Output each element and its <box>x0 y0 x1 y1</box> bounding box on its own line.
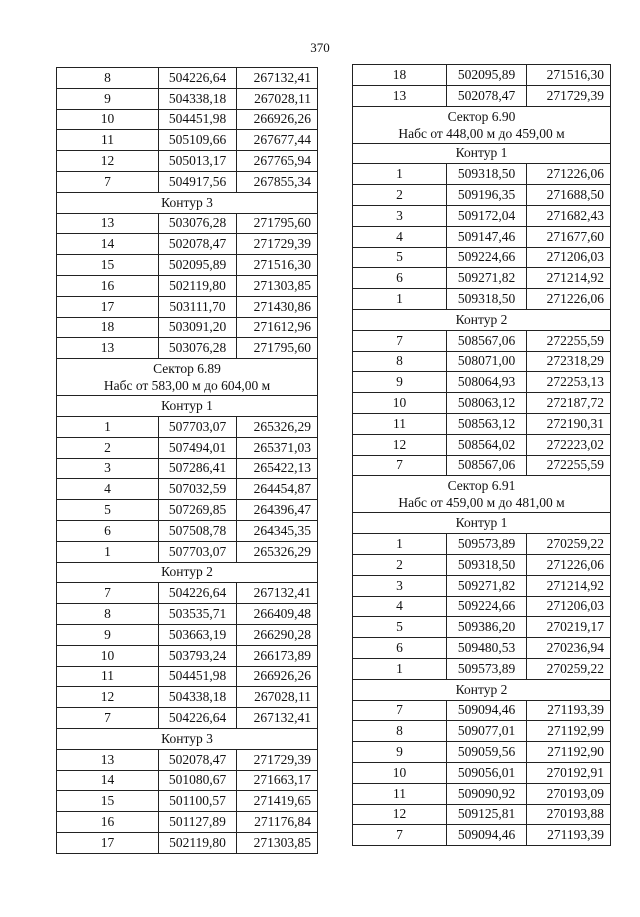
table-row <box>353 330 611 351</box>
point-number-cell: 9 <box>57 88 159 109</box>
table-row <box>353 85 611 106</box>
x-coordinate-cell: 502095,89 <box>159 255 237 276</box>
y-coordinate-cell: 266290,28 <box>237 624 318 645</box>
table-row <box>353 268 611 289</box>
point-number-cell: 11 <box>353 413 447 434</box>
x-coordinate-cell: 509147,46 <box>447 226 527 247</box>
point-number-cell: 7 <box>353 700 447 721</box>
table-row <box>353 164 611 185</box>
table-row <box>353 455 611 476</box>
table-row <box>353 413 611 434</box>
x-coordinate-cell: 509196,35 <box>447 185 527 206</box>
point-number-cell: 17 <box>57 832 159 853</box>
table-row <box>353 638 611 659</box>
y-coordinate-cell: 271688,50 <box>527 185 611 206</box>
coordinates-table-left <box>56 67 318 854</box>
contour-header-row <box>353 309 611 330</box>
table-row <box>57 109 318 130</box>
table-row <box>57 213 318 234</box>
point-number-cell: 7 <box>57 583 159 604</box>
table-row <box>353 742 611 763</box>
y-coordinate-cell: 267765,94 <box>237 151 318 172</box>
table-row <box>353 825 611 846</box>
x-coordinate-cell: 507032,59 <box>159 479 237 500</box>
table-row <box>353 804 611 825</box>
x-coordinate-cell: 504451,98 <box>159 109 237 130</box>
table-row <box>353 534 611 555</box>
point-number-cell: 9 <box>353 372 447 393</box>
table-row <box>57 234 318 255</box>
y-coordinate-cell: 271795,60 <box>237 338 318 359</box>
x-coordinate-cell: 503663,19 <box>159 624 237 645</box>
table-row <box>57 296 318 317</box>
y-coordinate-cell: 270259,22 <box>527 534 611 555</box>
y-coordinate-cell: 272318,29 <box>527 351 611 372</box>
x-coordinate-cell: 502078,47 <box>159 749 237 770</box>
x-coordinate-cell: 508563,12 <box>447 413 527 434</box>
table-row <box>57 645 318 666</box>
contour-header-row <box>353 143 611 164</box>
table-row <box>353 658 611 679</box>
point-number-cell: 6 <box>353 268 447 289</box>
x-coordinate-cell: 502078,47 <box>159 234 237 255</box>
y-coordinate-cell: 270193,09 <box>527 783 611 804</box>
point-number-cell: 4 <box>353 596 447 617</box>
sector-elevation-range: Набс от 448,00 м до 459,00 м <box>398 125 565 141</box>
point-number-cell: 2 <box>353 185 447 206</box>
point-number-cell: 10 <box>57 645 159 666</box>
table-row <box>57 317 318 338</box>
point-number-cell: 11 <box>353 783 447 804</box>
table-row <box>57 770 318 791</box>
x-coordinate-cell: 509125,81 <box>447 804 527 825</box>
x-coordinate-cell: 504226,64 <box>159 583 237 604</box>
x-coordinate-cell: 509094,46 <box>447 700 527 721</box>
x-coordinate-cell: 509318,50 <box>447 289 527 310</box>
y-coordinate-cell: 271677,60 <box>527 226 611 247</box>
table-row <box>57 791 318 812</box>
y-coordinate-cell: 271214,92 <box>527 268 611 289</box>
point-number-cell: 15 <box>57 791 159 812</box>
y-coordinate-cell: 271612,96 <box>237 317 318 338</box>
point-number-cell: 13 <box>57 338 159 359</box>
table-row <box>353 596 611 617</box>
y-coordinate-cell: 266409,48 <box>237 604 318 625</box>
y-coordinate-cell: 266173,89 <box>237 645 318 666</box>
y-coordinate-cell: 272187,72 <box>527 393 611 414</box>
table-row <box>57 130 318 151</box>
point-number-cell: 4 <box>353 226 447 247</box>
y-coordinate-cell: 270219,17 <box>527 617 611 638</box>
coordinates-table-right <box>352 64 611 846</box>
y-coordinate-cell: 267132,41 <box>237 583 318 604</box>
point-number-cell: 9 <box>353 742 447 763</box>
table-row <box>353 351 611 372</box>
x-coordinate-cell: 502119,80 <box>159 832 237 853</box>
table-row <box>57 812 318 833</box>
x-coordinate-cell: 501080,67 <box>159 770 237 791</box>
x-coordinate-cell: 503535,71 <box>159 604 237 625</box>
table-row <box>353 289 611 310</box>
x-coordinate-cell: 503111,70 <box>159 296 237 317</box>
y-coordinate-cell: 271303,85 <box>237 832 318 853</box>
y-coordinate-cell: 271226,06 <box>527 289 611 310</box>
x-coordinate-cell: 509573,89 <box>447 534 527 555</box>
x-coordinate-cell: 505013,17 <box>159 151 237 172</box>
x-coordinate-cell: 507508,78 <box>159 520 237 541</box>
x-coordinate-cell: 509224,66 <box>447 596 527 617</box>
y-coordinate-cell: 272223,02 <box>527 434 611 455</box>
table-row <box>353 783 611 804</box>
point-number-cell: 12 <box>57 151 159 172</box>
contour-label: Контур 3 <box>57 728 318 749</box>
contour-header-row <box>57 192 318 213</box>
table-row <box>57 708 318 729</box>
contour-label: Контур 2 <box>57 562 318 583</box>
contour-header-row <box>353 679 611 700</box>
x-coordinate-cell: 508567,06 <box>447 330 527 351</box>
x-coordinate-cell: 509172,04 <box>447 205 527 226</box>
y-coordinate-cell: 271303,85 <box>237 275 318 296</box>
table-row <box>57 255 318 276</box>
y-coordinate-cell: 265326,29 <box>237 416 318 437</box>
table-row <box>353 205 611 226</box>
x-coordinate-cell: 503076,28 <box>159 213 237 234</box>
point-number-cell: 7 <box>353 825 447 846</box>
x-coordinate-cell: 509480,53 <box>447 638 527 659</box>
x-coordinate-cell: 504226,64 <box>159 68 237 89</box>
y-coordinate-cell: 270192,91 <box>527 762 611 783</box>
point-number-cell: 1 <box>57 541 159 562</box>
x-coordinate-cell: 502119,80 <box>159 275 237 296</box>
x-coordinate-cell: 509386,20 <box>447 617 527 638</box>
y-coordinate-cell: 271516,30 <box>527 65 611 86</box>
y-coordinate-cell: 265326,29 <box>237 541 318 562</box>
y-coordinate-cell: 272253,13 <box>527 372 611 393</box>
point-number-cell: 6 <box>57 520 159 541</box>
y-coordinate-cell: 270193,88 <box>527 804 611 825</box>
y-coordinate-cell: 271214,92 <box>527 575 611 596</box>
sector-header-row <box>353 476 611 513</box>
table-row <box>353 554 611 575</box>
y-coordinate-cell: 264396,47 <box>237 500 318 521</box>
table-row <box>353 247 611 268</box>
table-row <box>57 171 318 192</box>
y-coordinate-cell: 271226,06 <box>527 554 611 575</box>
y-coordinate-cell: 271682,43 <box>527 205 611 226</box>
y-coordinate-cell: 266926,26 <box>237 109 318 130</box>
x-coordinate-cell: 504451,98 <box>159 666 237 687</box>
sector-title: Сектор 6.90 <box>447 108 516 124</box>
y-coordinate-cell: 267028,11 <box>237 88 318 109</box>
point-number-cell: 5 <box>353 247 447 268</box>
y-coordinate-cell: 271729,39 <box>527 85 611 106</box>
y-coordinate-cell: 272255,59 <box>527 330 611 351</box>
table-row <box>57 666 318 687</box>
point-number-cell: 9 <box>57 624 159 645</box>
contour-header-row <box>57 562 318 583</box>
y-coordinate-cell: 271176,84 <box>237 812 318 833</box>
point-number-cell: 7 <box>353 455 447 476</box>
y-coordinate-cell: 271206,03 <box>527 596 611 617</box>
point-number-cell: 5 <box>57 500 159 521</box>
y-coordinate-cell: 272190,31 <box>527 413 611 434</box>
table-row <box>57 88 318 109</box>
point-number-cell: 1 <box>57 416 159 437</box>
table-row <box>57 541 318 562</box>
x-coordinate-cell: 509318,50 <box>447 164 527 185</box>
x-coordinate-cell: 507269,85 <box>159 500 237 521</box>
table-row <box>57 583 318 604</box>
x-coordinate-cell: 509573,89 <box>447 658 527 679</box>
point-number-cell: 11 <box>57 130 159 151</box>
point-number-cell: 1 <box>353 289 447 310</box>
y-coordinate-cell: 271729,39 <box>237 749 318 770</box>
y-coordinate-cell: 266926,26 <box>237 666 318 687</box>
x-coordinate-cell: 503091,20 <box>159 317 237 338</box>
x-coordinate-cell: 503076,28 <box>159 338 237 359</box>
y-coordinate-cell: 271226,06 <box>527 164 611 185</box>
table-row <box>57 68 318 89</box>
point-number-cell: 13 <box>353 85 447 106</box>
x-coordinate-cell: 508071,00 <box>447 351 527 372</box>
x-coordinate-cell: 505109,66 <box>159 130 237 151</box>
contour-header-row <box>353 513 611 534</box>
point-number-cell: 7 <box>57 171 159 192</box>
x-coordinate-cell: 508564,02 <box>447 434 527 455</box>
point-number-cell: 16 <box>57 275 159 296</box>
y-coordinate-cell: 271193,39 <box>527 825 611 846</box>
x-coordinate-cell: 504226,64 <box>159 708 237 729</box>
x-coordinate-cell: 509059,56 <box>447 742 527 763</box>
x-coordinate-cell: 509077,01 <box>447 721 527 742</box>
contour-label: Контур 1 <box>353 513 611 534</box>
table-row <box>57 520 318 541</box>
x-coordinate-cell: 509318,50 <box>447 554 527 575</box>
table-row <box>353 721 611 742</box>
sector-header-cell <box>353 476 611 513</box>
x-coordinate-cell: 508063,12 <box>447 393 527 414</box>
point-number-cell: 1 <box>353 658 447 679</box>
sector-title: Сектор 6.91 <box>447 478 516 494</box>
y-coordinate-cell: 271729,39 <box>237 234 318 255</box>
point-number-cell: 1 <box>353 164 447 185</box>
contour-label: Контур 1 <box>353 143 611 164</box>
sector-header-row <box>353 106 611 143</box>
table-row <box>353 700 611 721</box>
y-coordinate-cell: 267677,44 <box>237 130 318 151</box>
x-coordinate-cell: 509224,66 <box>447 247 527 268</box>
contour-label: Контур 1 <box>57 396 318 417</box>
point-number-cell: 12 <box>353 804 447 825</box>
x-coordinate-cell: 501100,57 <box>159 791 237 812</box>
table-row <box>57 687 318 708</box>
point-number-cell: 12 <box>57 687 159 708</box>
point-number-cell: 8 <box>353 351 447 372</box>
x-coordinate-cell: 504338,18 <box>159 88 237 109</box>
table-row <box>57 275 318 296</box>
y-coordinate-cell: 271516,30 <box>237 255 318 276</box>
x-coordinate-cell: 507703,07 <box>159 416 237 437</box>
sector-elevation-range: Набс от 459,00 м до 481,00 м <box>398 495 565 511</box>
point-number-cell: 3 <box>353 575 447 596</box>
point-number-cell: 10 <box>353 393 447 414</box>
y-coordinate-cell: 271419,65 <box>237 791 318 812</box>
x-coordinate-cell: 504338,18 <box>159 687 237 708</box>
x-coordinate-cell: 509271,82 <box>447 575 527 596</box>
point-number-cell: 8 <box>57 604 159 625</box>
x-coordinate-cell: 507286,41 <box>159 458 237 479</box>
x-coordinate-cell: 509271,82 <box>447 268 527 289</box>
x-coordinate-cell: 504917,56 <box>159 171 237 192</box>
y-coordinate-cell: 265422,13 <box>237 458 318 479</box>
point-number-cell: 2 <box>353 554 447 575</box>
y-coordinate-cell: 271206,03 <box>527 247 611 268</box>
point-number-cell: 18 <box>353 65 447 86</box>
table-row <box>57 500 318 521</box>
y-coordinate-cell: 267028,11 <box>237 687 318 708</box>
y-coordinate-cell: 272255,59 <box>527 455 611 476</box>
page-number: 370 <box>310 40 330 55</box>
y-coordinate-cell: 264454,87 <box>237 479 318 500</box>
contour-header-row <box>57 396 318 417</box>
point-number-cell: 17 <box>57 296 159 317</box>
y-coordinate-cell: 265371,03 <box>237 437 318 458</box>
point-number-cell: 13 <box>57 213 159 234</box>
table-row <box>57 151 318 172</box>
point-number-cell: 10 <box>57 109 159 130</box>
point-number-cell: 14 <box>57 770 159 791</box>
contour-label: Контур 2 <box>353 309 611 330</box>
contour-header-row <box>57 728 318 749</box>
table-row <box>353 185 611 206</box>
point-number-cell: 18 <box>57 317 159 338</box>
contour-label: Контур 3 <box>57 192 318 213</box>
point-number-cell: 14 <box>57 234 159 255</box>
x-coordinate-cell: 502078,47 <box>447 85 527 106</box>
table-row <box>57 604 318 625</box>
point-number-cell: 3 <box>57 458 159 479</box>
table-row <box>353 617 611 638</box>
point-number-cell: 10 <box>353 762 447 783</box>
x-coordinate-cell: 501127,89 <box>159 812 237 833</box>
table-row <box>353 372 611 393</box>
y-coordinate-cell: 267855,34 <box>237 171 318 192</box>
point-number-cell: 7 <box>57 708 159 729</box>
sector-title: Сектор 6.89 <box>153 361 221 377</box>
y-coordinate-cell: 271192,90 <box>527 742 611 763</box>
point-number-cell: 8 <box>353 721 447 742</box>
point-number-cell: 7 <box>353 330 447 351</box>
x-coordinate-cell: 509094,46 <box>447 825 527 846</box>
x-coordinate-cell: 507494,01 <box>159 437 237 458</box>
sector-header-row <box>57 359 318 396</box>
y-coordinate-cell: 271193,39 <box>527 700 611 721</box>
y-coordinate-cell: 264345,35 <box>237 520 318 541</box>
y-coordinate-cell: 270259,22 <box>527 658 611 679</box>
point-number-cell: 1 <box>353 534 447 555</box>
x-coordinate-cell: 509056,01 <box>447 762 527 783</box>
x-coordinate-cell: 508567,06 <box>447 455 527 476</box>
sector-header-cell <box>57 359 318 396</box>
point-number-cell: 13 <box>57 749 159 770</box>
table-row <box>353 393 611 414</box>
point-number-cell: 6 <box>353 638 447 659</box>
point-number-cell: 12 <box>353 434 447 455</box>
y-coordinate-cell: 267132,41 <box>237 708 318 729</box>
table-row <box>353 226 611 247</box>
table-row <box>57 458 318 479</box>
table-row <box>353 575 611 596</box>
point-number-cell: 2 <box>57 437 159 458</box>
table-row <box>57 832 318 853</box>
point-number-cell: 3 <box>353 205 447 226</box>
y-coordinate-cell: 271192,99 <box>527 721 611 742</box>
y-coordinate-cell: 271663,17 <box>237 770 318 791</box>
point-number-cell: 11 <box>57 666 159 687</box>
table-row <box>353 65 611 86</box>
point-number-cell: 15 <box>57 255 159 276</box>
table-row <box>57 624 318 645</box>
point-number-cell: 16 <box>57 812 159 833</box>
y-coordinate-cell: 271430,86 <box>237 296 318 317</box>
sector-header-cell <box>353 106 611 143</box>
x-coordinate-cell: 503793,24 <box>159 645 237 666</box>
y-coordinate-cell: 271795,60 <box>237 213 318 234</box>
table-row <box>57 416 318 437</box>
table-row <box>57 749 318 770</box>
table-row <box>57 437 318 458</box>
table-row <box>57 479 318 500</box>
x-coordinate-cell: 507703,07 <box>159 541 237 562</box>
y-coordinate-cell: 270236,94 <box>527 638 611 659</box>
contour-label: Контур 2 <box>353 679 611 700</box>
x-coordinate-cell: 508064,93 <box>447 372 527 393</box>
table-row <box>353 762 611 783</box>
point-number-cell: 4 <box>57 479 159 500</box>
sector-elevation-range: Набс от 583,00 м до 604,00 м <box>103 378 271 394</box>
x-coordinate-cell: 502095,89 <box>447 65 527 86</box>
table-row <box>57 338 318 359</box>
point-number-cell: 8 <box>57 68 159 89</box>
table-row <box>353 434 611 455</box>
x-coordinate-cell: 509090,92 <box>447 783 527 804</box>
point-number-cell: 5 <box>353 617 447 638</box>
y-coordinate-cell: 267132,41 <box>237 68 318 89</box>
